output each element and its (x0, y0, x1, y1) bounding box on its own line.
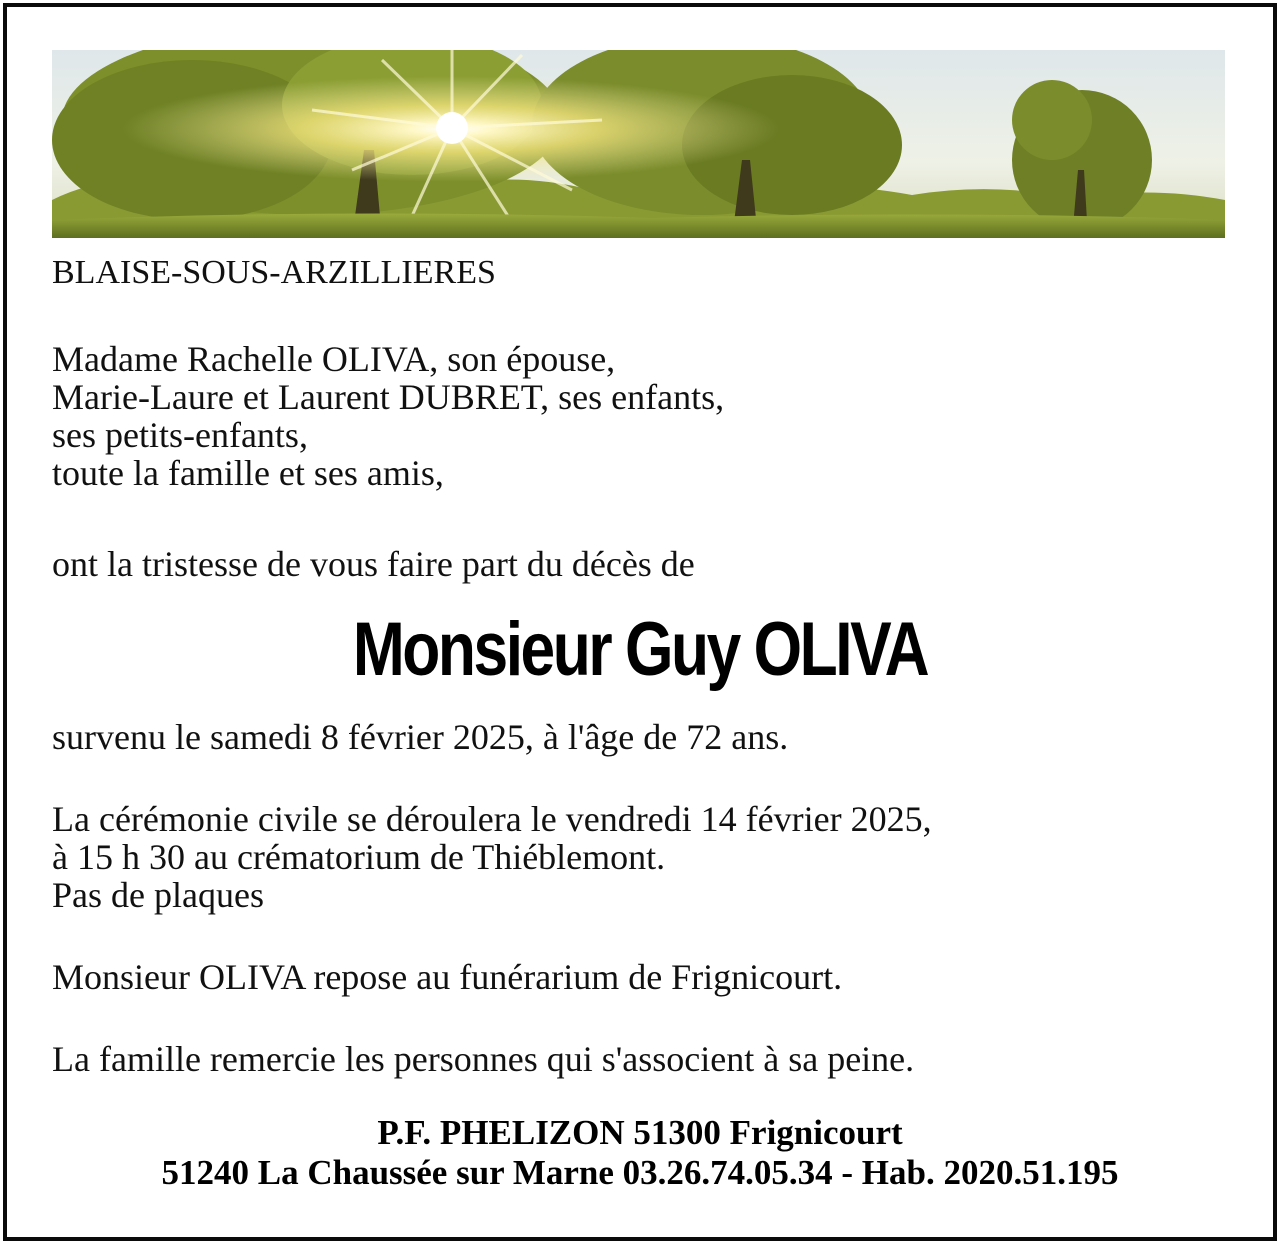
funeral-home-contact: 51240 La Chaussée sur Marne 03.26.74.05.34 - Hab. 2020.51.195 (161, 1153, 1119, 1192)
resting-place: Monsieur OLIVA repose au funérarium de Frignicourt. (52, 957, 843, 997)
family-line: toute la famille et ses amis, (52, 453, 444, 493)
ceremony-line: Pas de plaques (52, 875, 264, 915)
funeral-home-name: P.F. PHELIZON 51300 Frignicourt (377, 1113, 903, 1152)
ceremony-line: à 15 h 30 au crématorium de Thiéblemont. (52, 837, 666, 877)
ceremony-details (52, 800, 932, 914)
family-line: Madame Rachelle OLIVA, son épouse, (52, 339, 616, 379)
announcement-intro: ont la tristesse de vous faire part du décès de (52, 544, 695, 584)
locality: BLAISE-SOUS-ARZILLIERES (52, 254, 496, 291)
family-line: Marie-Laure et Laurent DUBRET, ses enfants, (52, 377, 725, 417)
ceremony-line: La cérémonie civile se déroulera le vendredi 14 février 2025, (52, 799, 932, 839)
family-line: ses petits-enfants, (52, 415, 308, 455)
banner-sunlit-trees-image (52, 50, 1225, 238)
deceased-name: Monsieur Guy OLIVA (352, 607, 928, 692)
family-thanks: La famille remercie les personnes qui s'associent à sa peine. (52, 1039, 915, 1079)
family-list (52, 340, 724, 492)
banner-illustration (52, 50, 1225, 238)
death-details: survenu le samedi 8 février 2025, à l'âge de 72 ans. (52, 717, 789, 757)
